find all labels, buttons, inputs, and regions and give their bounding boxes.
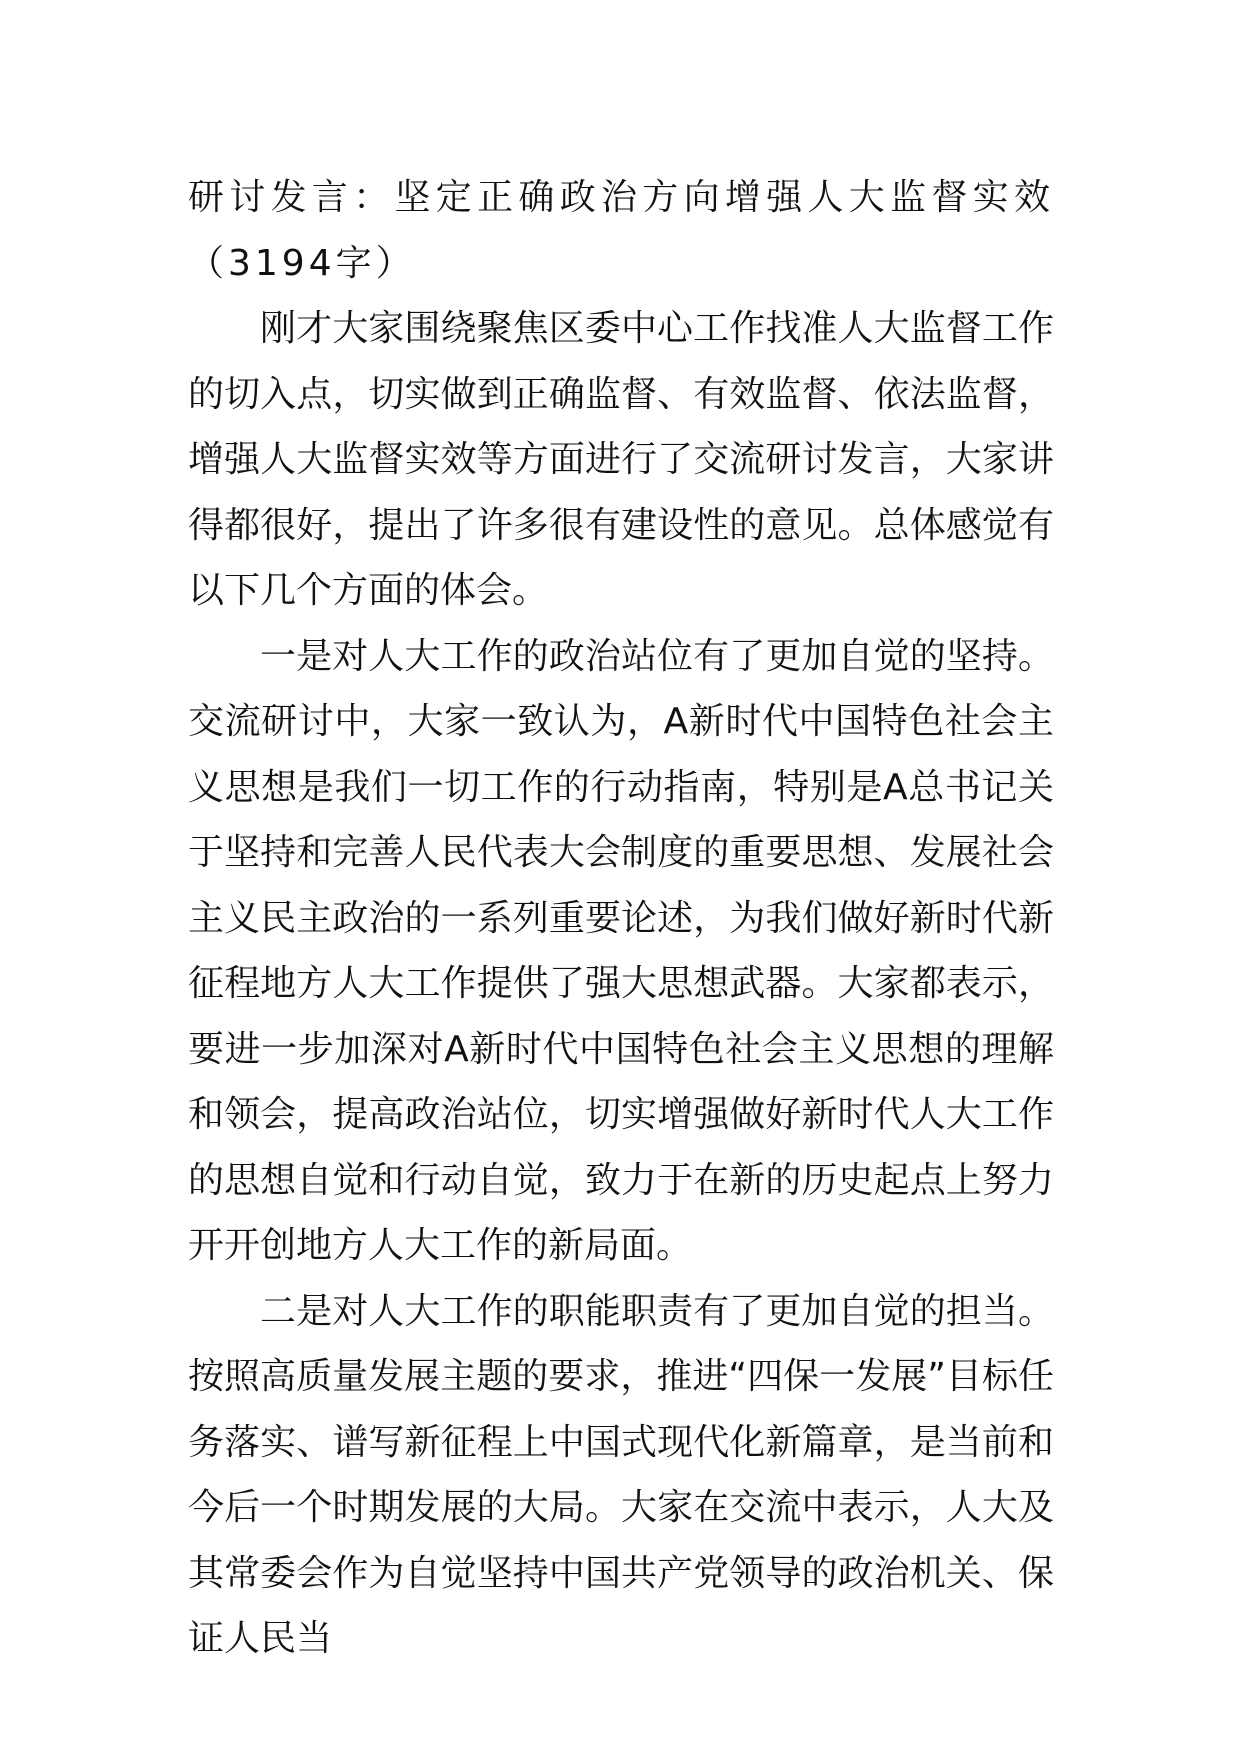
document-body [188,165,1054,1672]
paragraph-intro: 刚才大家围绕聚焦区委中心工作找准人大监督工作的切入点，切实做到正确监督、有效监督、依法监督，增强人大监督实效等方面进行了交流研讨发言，大家讲得都很好，提出了许多很有建设性的意见。总体感觉有以下几个方面的体会。 [188,308,1054,611]
paragraph-point-one: 一是对人大工作的政治站位有了更加自觉的坚持。交流研讨中，大家一致认为，A新时代中国特色社会主义思想是我们一切工作的行动指南，特别是A总书记关于坚持和完善人民代表大会制度的重要思想、发展社会主义民主政治的一系列重要论述，为我们做好新时代新征程地方人大工作提供了强大思想武器。大家都表示，要进一步加深对A新时代中国特色社会主义思想的理解和领会，提高政治站位，切实增强做好新时代人大工作的思想自觉和行动自觉，致力于在新的历史起点上努力开开创地方人大工作的新局面。 [188,635,1054,1266]
paragraph-point-two: 二是对人大工作的职能职责有了更加自觉的担当。按照高质量发展主题的要求，推进“四保一发展”目标任务落实、谱写新征程上中国式现代化新篇章，是当前和今后一个时期发展的大局。大家在交流中表示，人大及其常委会作为自觉坚持中国共产党领导的政治机关、保证人民当 [188,1290,1054,1659]
document-title: 研讨发言：坚定正确政治方向增强人大监督实效（3194字） [188,177,1054,284]
